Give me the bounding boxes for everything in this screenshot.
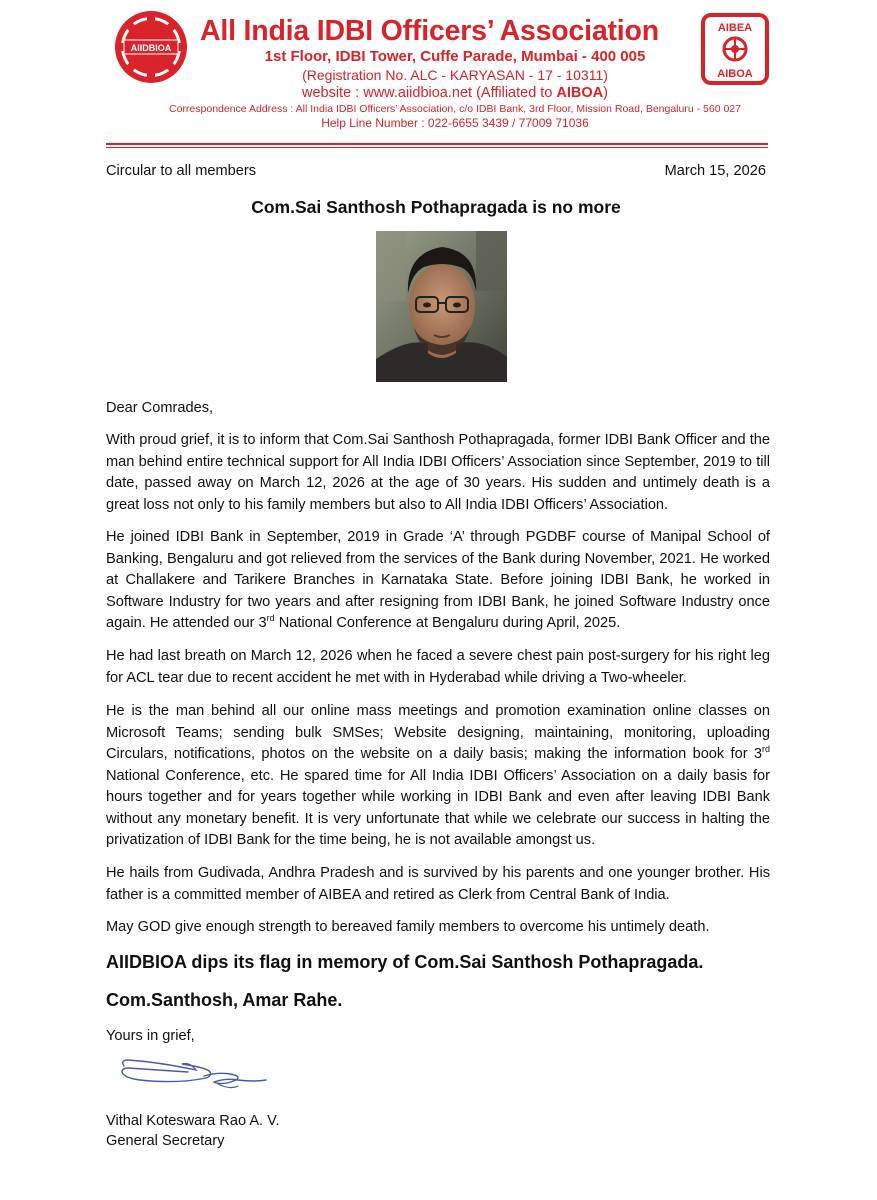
paragraph-family: He hails from Gudivada, Andhra Pradesh and is survived by his parents and one younger brother. His father is a committed member of AIBEA and retired as Clerk from Central Bank of India.	[106, 865, 770, 903]
helpline-number: Help Line Number : 022-6655 3439 / 77009 71036	[321, 116, 589, 130]
paragraph-career-text: He joined IDBI Bank in September, 2019 in Grade ‘A’ through PGDBF course of Manipal School of Banking, Bengaluru and got relieved from the services of the Bank during November, 2021. He worked at Challakere and Tarikere Branches in Karnataka State. Before joining IDBI Bank, he worked in Software Industry for two years and after resigning from IDBI Bank, he joined Software Industry once again. He attended our 3	[106, 529, 770, 631]
paragraph-contributions	[106, 701, 770, 852]
website-affiliation: AIBOA	[556, 85, 604, 101]
portrait-photo	[376, 231, 507, 382]
logo-right-top-text: AIBEA	[717, 22, 753, 34]
paragraph-announcement: With proud grief, it is to inform that Com.Sai Santhosh Pothapragada, former IDBI Bank Officer and the man behind entire technical support for All India IDBI Officers’ Association since September, 2019 to till date, passed away on March 12, 2026 at the age of 30 years. His sudden and untimely death is a great loss not only to his family members but also to All India IDBI Officers’ Association.	[106, 432, 770, 513]
circular-title: Com.Sai Santhosh Pothapragada is no more	[251, 197, 621, 217]
website-line	[150, 84, 760, 102]
letterhead-divider	[106, 143, 768, 145]
logo-left-text: AIIDBIOA	[130, 43, 172, 53]
signer-name: Vithal Koteswara Rao A. V.	[106, 1113, 280, 1129]
logo-right-bottom-text: AIBOA	[717, 68, 753, 80]
circular-date: March 15, 2026	[664, 163, 766, 179]
salutation: Dear Comrades,	[106, 400, 214, 416]
amar-rahe-line: Com.Santhosh, Amar Rahe.	[106, 990, 343, 1010]
paragraph-contributions-text: He is the man behind all our online mass meetings and promotion examination online classes on Microsoft Teams; sending bulk SMSes; Website designing, maintaining, monitoring, uploading Circulars, notifications, photos on the website on a daily basis; making the information book for 3	[106, 703, 770, 762]
flag-tribute-line: AIIDBIOA dips its flag in memory of Com.Sai Santhosh Pothapragada.	[106, 952, 704, 972]
signer-title: General Secretary	[106, 1133, 225, 1149]
ordinal-suffix: rd	[266, 613, 275, 624]
paragraph-cause: He had last breath on March 12, 2026 when he faced a severe chest pain post-surgery for his right leg for ACL tear due to recent accident he met with in Hyderabad while driving a Two-wheeler.	[106, 648, 770, 686]
letterhead	[0, 0, 877, 150]
paragraph-contributions-text-end: National Conference, etc. He spared time for All India IDBI Officers’ Association on a daily basis for hours together and for years together while working in IDBI Bank and even after leaving IDBI Bank without any monetary benefit. It is very unfortunate that while we celebrate our success in halting the privatization of IDBI Bank for the time being, he is not available amongst us.	[106, 767, 770, 848]
letterhead-divider-thin	[106, 147, 768, 148]
org-address: 1st Floor, IDBI Tower, Cuffe Parade, Mumbai - 400 005	[264, 48, 646, 65]
ordinal-suffix: rd	[761, 744, 770, 755]
org-name: All India IDBI Officers’ Association	[200, 15, 659, 47]
paragraph-career	[106, 527, 770, 635]
registration-number: (Registration No. ALC - KARYASAN - 17 - 10311)	[302, 67, 608, 83]
signature	[118, 1056, 270, 1100]
website-suffix: )	[603, 85, 608, 101]
paragraph-prayer: May GOD give enough strength to bereaved family members to overcome his untimely death.	[106, 919, 710, 935]
closing-line: Yours in grief,	[106, 1028, 195, 1044]
circular-recipient: Circular to all members	[106, 163, 257, 179]
correspondence-address: Correspondence Address : All India IDBI Officers’ Association, c/o IDBI Bank, 3rd Floor, Mission Road, Bengaluru - 560 027	[169, 103, 741, 115]
paragraph-career-text-end: National Conference at Bengaluru during April, 2025.	[274, 615, 621, 631]
letterhead-text-block	[120, 14, 760, 131]
website-prefix: website : www.aiidbioa.net (Affiliated to	[301, 85, 557, 101]
